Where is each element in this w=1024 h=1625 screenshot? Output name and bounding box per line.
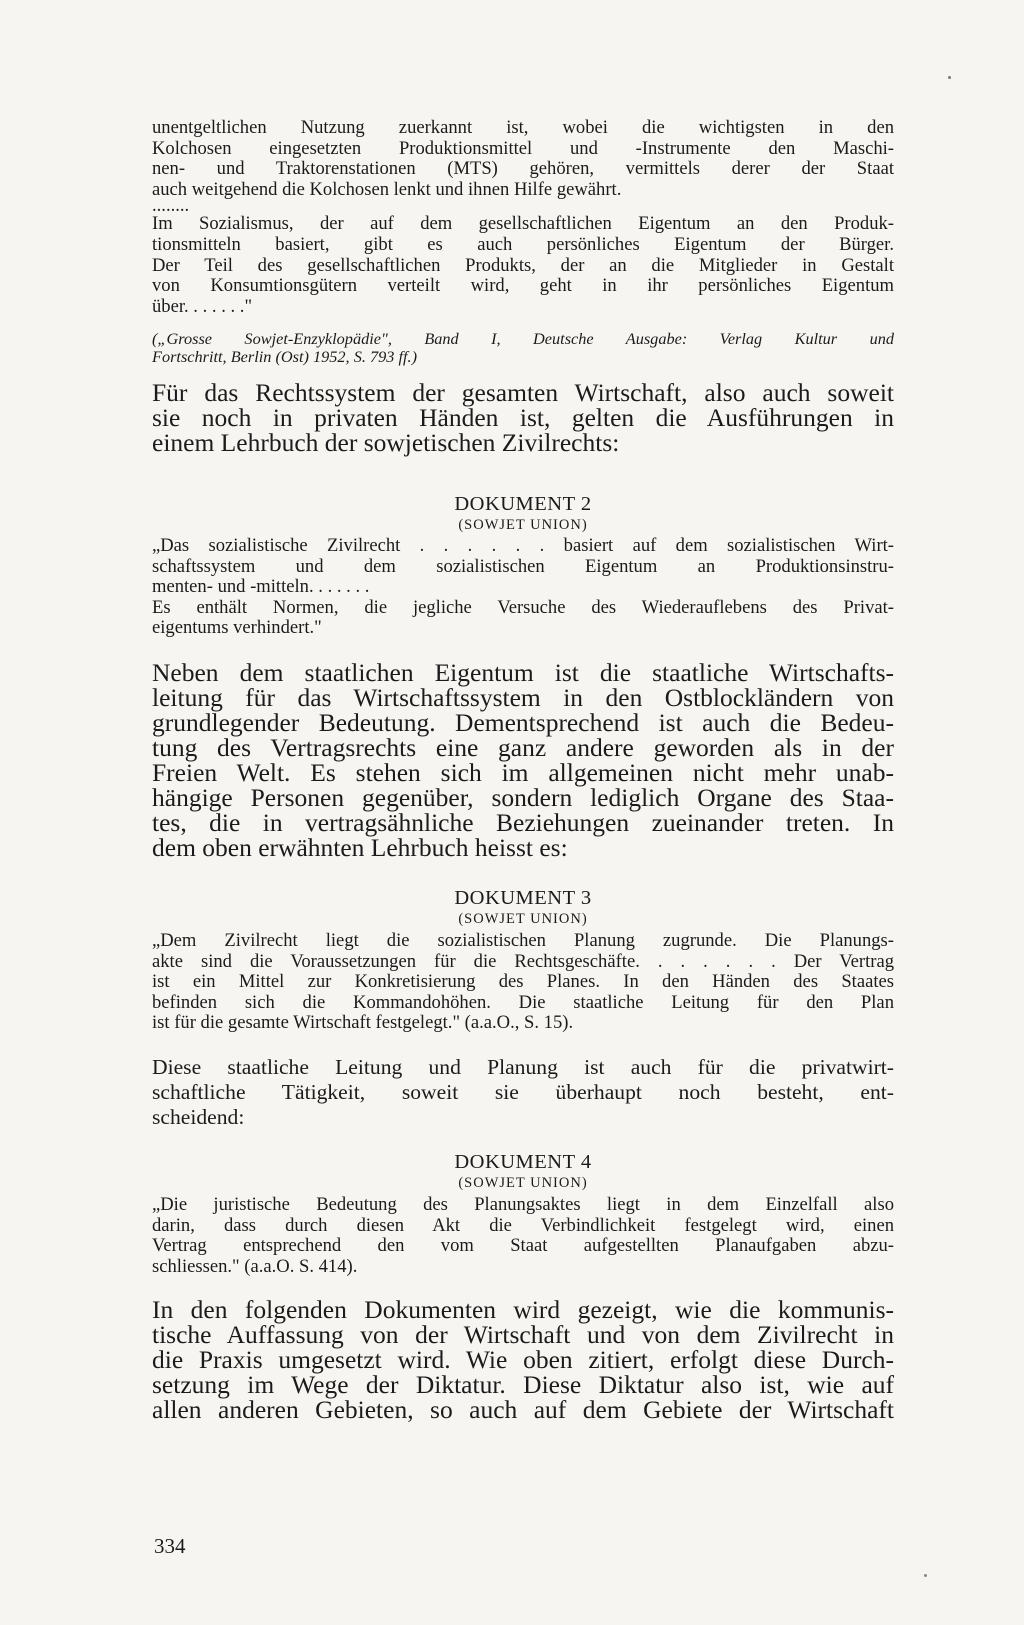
text-line: Kolchosen eingesetzten Produktionsmittel und -Instrumente den Maschi-	[152, 137, 894, 159]
ellipsis-line: ........	[152, 195, 190, 217]
quote-block-1	[152, 118, 894, 317]
text-line: leitung für das Wirtschaftssystem in den Ostblockländern von	[152, 683, 894, 712]
document-subtitle: (SOWJET UNION)	[458, 517, 588, 533]
page-number: 334	[154, 1534, 186, 1558]
text-line: scheidend:	[152, 1105, 245, 1129]
text-line: menten- und -mitteln. . . . . . .	[152, 576, 370, 598]
text-line: tes, die in vertragsähnliche Beziehungen zueinander treten. In	[152, 808, 894, 837]
text-line: Freien Welt. Es stehen sich im allgemeinen nicht mehr unab-	[152, 758, 894, 787]
document-subtitle: (SOWJET UNION)	[458, 911, 588, 927]
text-line: Im Sozialismus, der auf dem gesellschaftlichen Eigentum an den Produk-	[152, 213, 894, 235]
text-line: über. . . . . . ."	[152, 295, 253, 317]
text-line: nen- und Traktorenstationen (MTS) gehören, vermittels derer der Staat	[152, 158, 894, 180]
citation-line: Fortschritt, Berlin (Ost) 1952, S. 793 ff.)	[152, 347, 418, 366]
paragraph-3	[152, 1055, 894, 1130]
text-line: hängige Personen gegenüber, sondern lediglich Organe des Staa-	[152, 783, 894, 812]
text-line: sie noch in privaten Händen ist, gelten die Ausführungen in	[152, 403, 894, 432]
text-line: Vertrag entsprechend den vom Staat aufgestellten Planaufgaben abzu-	[152, 1235, 894, 1257]
text-line: schaftliche Tätigkeit, soweit sie überhaupt noch besteht, ent-	[152, 1080, 894, 1104]
text-line: unentgeltlichen Nutzung zuerkannt ist, wobei die wichtigsten in den	[152, 117, 894, 138]
text-line: „Dem Zivilrecht liegt die sozialistischen Planung zugrunde. Die Planungs-	[152, 930, 894, 951]
text-line: grundlegender Bedeutung. Dementsprechend ist auch die Bedeu-	[152, 708, 894, 737]
text-line: befinden sich die Kommandohöhen. Die staatliche Leitung für den Plan	[152, 991, 894, 1013]
document-text	[152, 536, 894, 639]
text-line: setzung im Wege der Diktatur. Diese Diktatur also ist, wie auf	[152, 1370, 894, 1399]
scan-mark	[948, 76, 951, 79]
text-line: auch weitgehend die Kolchosen lenkt und ihnen Hilfe gewährt.	[152, 178, 622, 200]
text-line: „Das sozialistische Zivilrecht . . . . . . basiert auf dem sozialistischen Wirt-	[152, 535, 894, 556]
text-line: einem Lehrbuch der sowjetischen Zivilrechts:	[152, 428, 620, 457]
text-line: eigentums verhindert."	[152, 617, 322, 639]
paragraph-1	[152, 380, 894, 455]
text-line: schaftssystem und dem sozialistischen Eigentum an Produktionsinstru-	[152, 555, 894, 577]
text-line: dem oben erwähnten Lehrbuch heisst es:	[152, 833, 568, 862]
document-text	[152, 1195, 894, 1277]
text-line: Der Teil des gesellschaftlichen Produkts, der an die Mitglieder in Gestalt	[152, 254, 894, 276]
document-title: DOKUMENT 3	[454, 887, 592, 909]
text-line: In den folgenden Dokumenten wird gezeigt, wie die kommunis-	[152, 1295, 894, 1324]
document-4	[152, 1150, 894, 1277]
text-line: Es enthält Normen, die jegliche Versuche des Wiederauflebens des Privat-	[152, 596, 894, 618]
text-line: darin, dass durch diesen Akt die Verbindlichkeit festgelegt wird, einen	[152, 1214, 894, 1236]
scan-speck	[924, 1574, 927, 1577]
citation	[152, 330, 894, 366]
text-line: „Die juristische Bedeutung des Planungsaktes liegt in dem Einzelfall also	[152, 1194, 894, 1215]
text-line: Für das Rechtssystem der gesamten Wirtschaft, also auch soweit	[152, 378, 894, 407]
text-line: tische Auffassung von der Wirtschaft und von dem Zivilrecht in	[152, 1320, 894, 1349]
text-line: tung des Vertragsrechts eine ganz andere geworden als in der	[152, 733, 894, 762]
text-line: Neben dem staatlichen Eigentum ist die staatliche Wirtschafts-	[152, 658, 894, 687]
text-line: die Praxis umgesetzt wird. Wie oben zitiert, erfolgt diese Durch-	[152, 1345, 894, 1374]
document-2	[152, 492, 894, 639]
text-line: schliessen." (a.a.O. S. 414).	[152, 1255, 358, 1277]
paragraph-2	[152, 660, 894, 860]
document-title: DOKUMENT 2	[454, 493, 592, 515]
text-line: akte sind die Voraussetzungen für die Rechtsgeschäfte. . . . . . . Der Vertrag	[152, 950, 894, 972]
document-3	[152, 886, 894, 1034]
citation-line: („Grosse Sowjet-Enzyklopädie", Band I, Deutsche Ausgabe: Verlag Kultur und	[152, 329, 894, 348]
text-line: tionsmitteln basiert, gibt es auch persönliches Eigentum der Bürger.	[152, 233, 894, 255]
text-line: Diese staatliche Leitung und Planung ist auch für die privatwirt-	[152, 1055, 894, 1079]
text-line: allen anderen Gebieten, so auch auf dem Gebiete der Wirtschaft	[152, 1395, 894, 1424]
document-title: DOKUMENT 4	[454, 1151, 592, 1173]
text-line: von Konsumtionsgütern verteilt wird, geht in ihr persönliches Eigentum	[152, 275, 894, 297]
paragraph-4	[152, 1297, 894, 1422]
text-line: ist für die gesamte Wirtschaft festgelegt." (a.a.O., S. 15).	[152, 1012, 574, 1034]
document-text	[152, 931, 894, 1034]
text-line: ist ein Mittel zur Konkretisierung des Planes. In den Händen des Staates	[152, 971, 894, 993]
document-subtitle: (SOWJET UNION)	[458, 1175, 588, 1191]
